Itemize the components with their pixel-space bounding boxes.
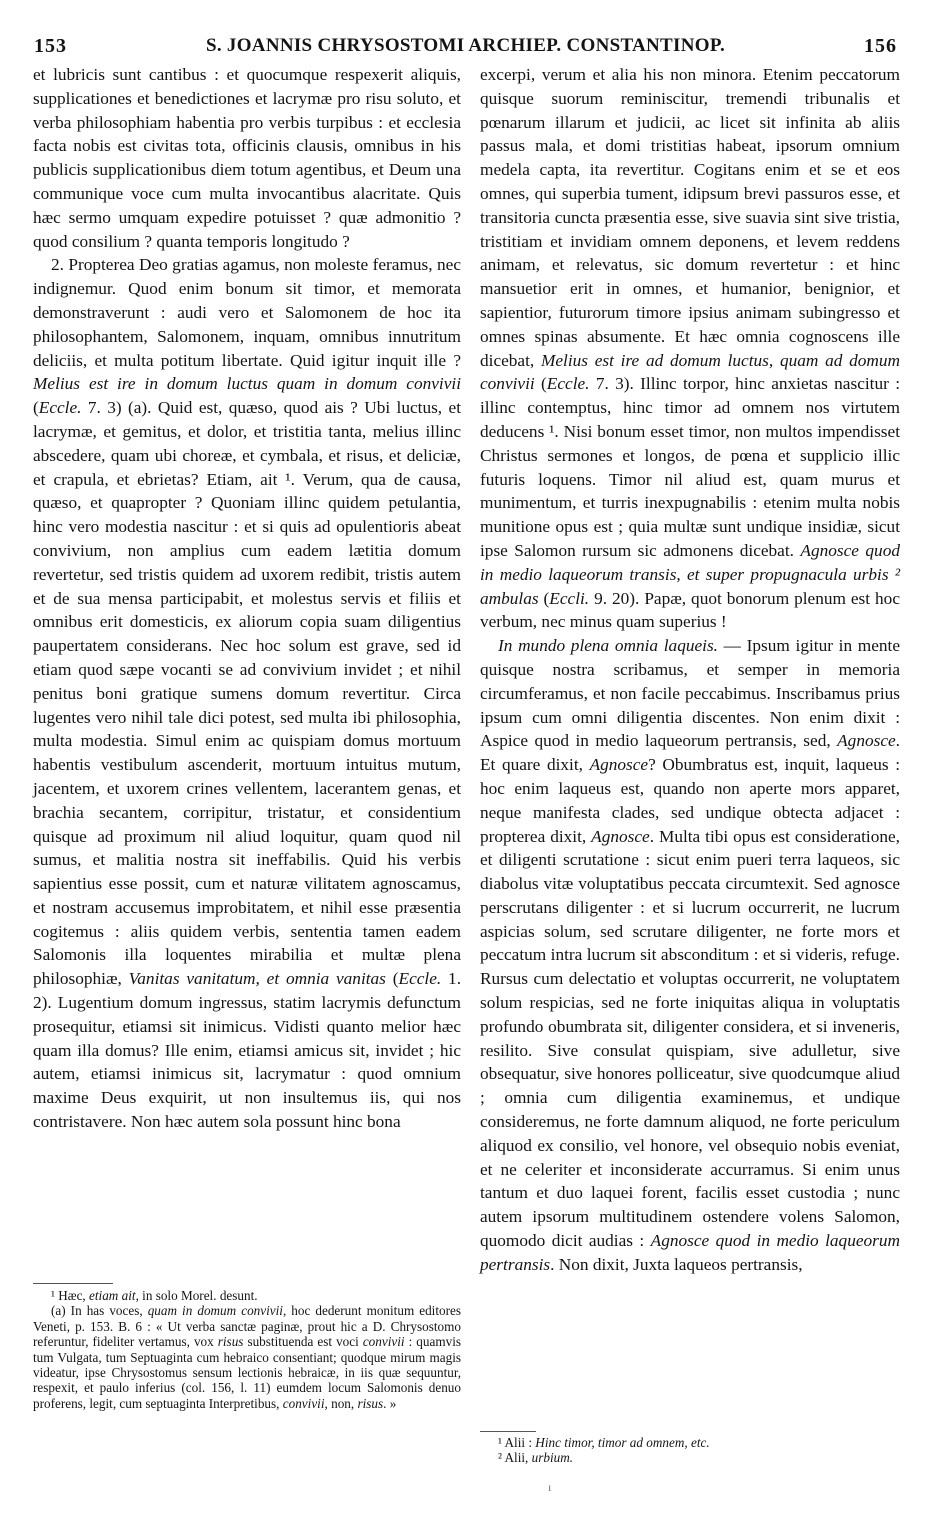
paragraph: 2. Propterea Deo gratias agamus, non moleste feramus, nec indignemur. Quod enim bonum sit timor, et memorata demonstraverunt : audi vero et Salomonem de hoc ita philosophantem, Salomonem, inquam, omnibus innutritum deliciis, et multa potitum libertate. Quid igitur inquit ille ? Melius est ire in domum luctus quam in domum convivii (Eccle. 7. 3) (a). Quid est, quæso, quod ais ? Ubi luctus, et lacrymæ, et gemitus, et dolor, et tristitia tanta, melius illinc abscedere, quam ubi choreæ, et cymbala, et risus, et deliciæ, et crapula, et ebrietas? Etiam, ait ¹. Verum, qua de causa, quæso, et quapropter ? Quoniam illinc quidem petulantia, hinc vero modestia nascitur : et si quis ad opulentioris abeat convivium, non amplius cum eadem lætitia domum revertetur, sed tristis quidem ad uxorem redibit, tristis autem et de sua mensa participabit, et molestus servis et filiis et omnibus erit domesticis, ex aliorum copia suam diligentius paupertatem considerans. Nec hoc solum est grave, sed id etiam quod sæpe vocanti se ad convivium invidet ; et nihil penitus boni gratique sumens domum revertitur. Circa lugentes vero nihil tale dici potest, sed multa ibi philosophia, multa modestia. Simul enim ac quispiam domus mortuum habentis vestibulum ascenderit, mortuum intuitus mutum, jacentem, et uxorem crines vellentem, lacerantem genas, et brachia secantem, corripitur, tristatur, et considentium quisque ad proximum nil aliud loquitur, quam quod nil sumus, et malitia nostra sit ineffabilis. Quid his verbis sapientius esse possit, cum et naturæ vilitatem agnoscamus, et nostram accusemus improbitatem, et nihil esse præsentia cogitemus : aliis quidem verbis, sententia tamen eadem Salomonis illa loquentes mirabilia et multæ plena philosophiæ, Vanitas vanitatum, et omnia vanitas (Eccle. 1. 2). Lugentium domum ingressus, statim lacrymis defunctum prosequitur, etiamsi sit inimicus. Vidisti quanto melior hæc quam illa domus? Ille enim, etiamsi amicus sit, invidet ; hic autem, etiamsi inimicus sit, lacrymatur : quod omnium maxime Deus exquirit, ut non insultemus iis, qui nos contristavere. Non hæc autem sola possunt hinc bona (33, 255, 462, 1132)
paragraph: excerpi, verum et alia his non minora. Etenim peccatorum quisque suorum reminiscitur, tremendi tribunalis et pœnarum illarum et judicii, ac licet sit infinita ab aliis passus mala, et domi tristitias habeat, ipsorum omnium medela capta, ita revertitur. Cogitans enim et se et eos omnes, qui superbia tument, idipsum brevi passuros esse, et transitoria cuncta præsentia esse, sive suavia sint sive tristia, tristitiam et invidiam omnem deponens, et levem reddens animam, et relevatus, sic domum revertetur : et hinc mansuetior erit in omnes, et humanior, benignior, et sapientior, futurorum timore ipsius animam subingresso et omnes spinas absumente. Et hæc omnia cognoscens ille dicebat, Melius est ire ad domum luctus, quam ad domum convivii (Eccle. 7. 3). Illinc torpor, hinc anxietas nascitur : illinc contemptus, hinc timor ad omnem nos virtutem deducens ¹. Nisi bonum esset timor, non multos impendisset Christus sermones et longos, de pœna et supplicio illic futuris loquens. Timor nil aliud est, quam murus et munimentum, et turris inexpugnabilis : etenim multa nobis munitione opus est ; quia multæ sunt undique insidiæ, sicut ipse Salomon rursum sic admonens dicebat. Agnosce quod in medio laqueorum transis, et super propugnacula urbis ² ambulas (Eccli. 9. 20). Papæ, quot bonorum plenum est hoc verbum, nec minus quam superius ! (480, 65, 901, 632)
footnote-rule (33, 1283, 113, 1284)
footnote: ¹ Alii : Hinc timor, timor ad omnem, etc. (498, 1435, 710, 1450)
scripture-quote: Agnosce quod in medio laqueorum pertransis (480, 1231, 900, 1274)
scripture-reference: Eccle. (38, 398, 82, 418)
scripture-reference: Eccli. (549, 588, 590, 608)
footnote: ² Alii, urbium. (498, 1450, 574, 1466)
scripture-quote: Melius est ire in domum luctus quam in domum convivii (33, 374, 461, 394)
section-title: In mundo plena omnia laqueis. (498, 636, 718, 656)
scripture-quote: Agnosce quod in medio laqueorum transis, et super propugnacula urbis ² ambulas (480, 540, 900, 608)
page-number-left: 153 (34, 35, 67, 57)
scripture-quote: Melius est ire ad domum luctus, quam ad domum convivii (480, 350, 900, 394)
footnote: ¹ Hæc, etiam ait, in solo Morel. desunt. (51, 1288, 258, 1303)
scripture-quote: Vanitas vanitatum, et omnia vanitas (128, 969, 386, 989)
footnote: (a) In has voces, quam in domum convivii, hoc dederunt monitum editores Veneti, p. 153. B. 6 : « Ut verba sanctæ paginæ, prout hic a D. Chrysostomo referuntur, fideliter vertamus, vox risus substituenda est voci convivii : quamvis tum Vulgata, tum Septuaginta cum hebraico consentiant; quodque mirum magis videatur, ipse Chrysostomus sensum lectionis hebraicæ, in iis quæ sequuntur, respexit, et paulo inferius (col. 156, l. 11) eumdem locum Salomonis denuo proferens, legit, cum septuaginta Interpretibus, convivii, non, risus. » (33, 1303, 461, 1411)
footnotes-left (33, 1288, 461, 1411)
running-header (0, 33, 931, 59)
paragraph: In mundo plena omnia laqueis. — Ipsum igitur in mente quisque nostra scribamus, et semper in memoria circumferamus, et non facile peccabimus. Inscribamus prius ipsum cum omni diligentia discentes. Non enim dixit : Aspice quod in medio laqueorum pertransis, sed, Agnosce. Et quare dixit, Agnosce? Obumbratus est, inquit, laqueus : hoc enim laqueus est, quando non aperte mors apparet, neque manifesta clades, sed undique obtecta adjacet : propterea dixit, Agnosce. Multa tibi opus est consideratione, et diligenti scrutatione : sicut enim pueri terra laqueos, sic diabolus vitæ voluptatibus peccata circumtexit. Sed agnosce perscrutans diligenter : et si lucrum occurrerit, ne lucrum aspicias solum, sed scrutare diligenter, ne forte mors et peccatum intra lucrum sit absconditum : et si videris, refuge. Rursus cum delectatio et voluptas occurrerit, ne voluptatem solum respicias, sed ne forte iniquitas aliqua in voluptatis profundo obumbrata sit, diligenter considera, et si inveneris, resilito. Sive consulat quispiam, sive adulletur, sive obsequatur, sive honores polliceatur, sive quodcumque aliud ; omnia cum diligentia examinemus, et undique consideremus, ne forte damnum aliquod, ne forte periculum aliquod ex consilio, vel honore, vel obsequio nobis eveniat, et ne celeriter et inconsiderate accurramus. Si enim unus tantum et duo laquei forent, facilis esset custodia ; nunc autem ipsorum multitudinem ostendere volens Salomon, quomodo dicit audias : Agnosce quod in medio laqueorum pertransis. Non dixit, Juxta laqueos pertransis, (480, 636, 900, 1274)
stray-mark: ı (548, 1480, 552, 1494)
footnote-rule (480, 1431, 536, 1432)
right-column (480, 63, 900, 1277)
scripture-reference: Eccle. (546, 374, 590, 394)
paragraph: et lubricis sunt cantibus : et quocumque respexerit aliquis, supplicationes et benedictiones et lacrymæ pro risu soluto, et verba philosophiam habentia pro verbis turpibus : et ecclesia facta nobis est civitas tota, officinis clausis, omnibus in his publicis supplicationibus diem totum agentibus, et Deum una communique voce cum multa invocantibus alacritate. Quis hæc sermo umquam expedire potuisset ? quæ admonitio ? quod consilium ? quanta temporis longitudo ? (33, 65, 461, 251)
footnotes-right (480, 1435, 900, 1466)
page-title: S. JOANNIS CHRYSOSTOMI ARCHIEP. CONSTANTINOP. (205, 35, 726, 56)
left-column (33, 63, 461, 1134)
scripture-reference: Eccle. (398, 969, 442, 989)
page-number-right: 156 (864, 35, 897, 57)
